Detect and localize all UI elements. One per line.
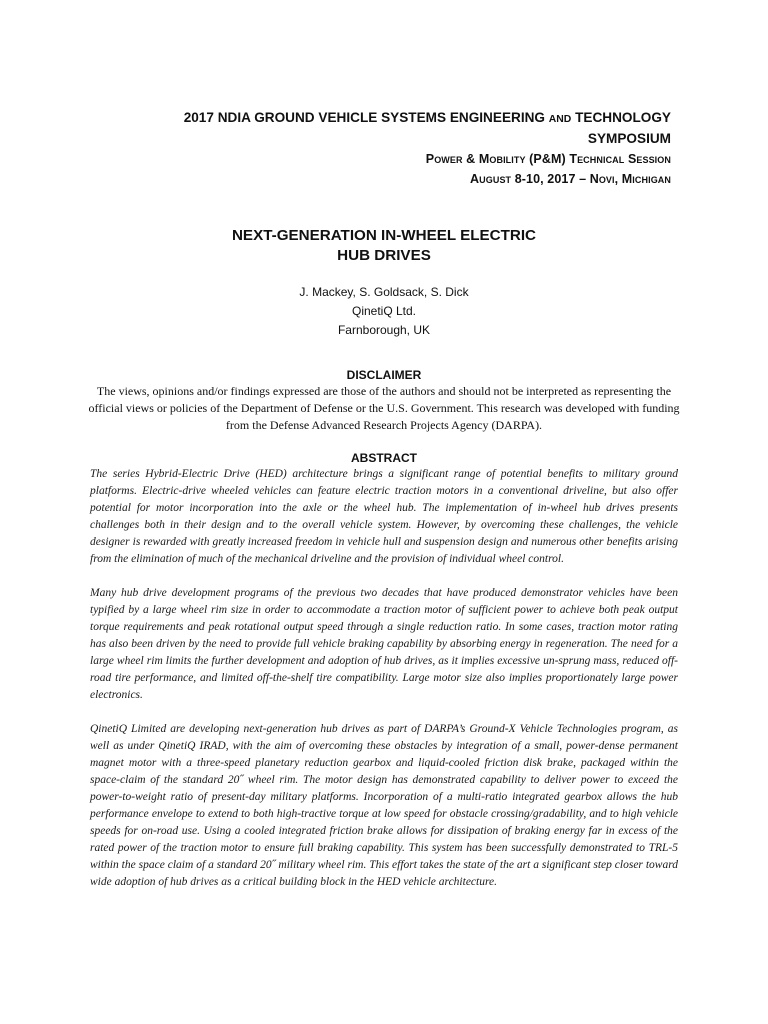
session-name: Power & Mobility (P&M) Technical Session bbox=[425, 152, 671, 166]
paper-title bbox=[120, 226, 648, 266]
abstract-heading: ABSTRACT bbox=[351, 451, 417, 465]
abstract-paragraph: The series Hybrid-Electric Drive (HED) architecture brings a significant range of potential benefits to military ground platforms. Electric-drive wheeled vehicles can feature electric traction motors in a conventional driveline, but also offer potential for motor incorporation into the axle or the wheel hub. The implementation of in-wheel hub drives presents challenges both in their design and to the overall vehicle system. However, by overcoming these challenges, the vehicle designer is rewarded with greatly increased freedom in vehicle hull and suspension design and numerous other benefits arising from the elimination of much of the mechanical driveline and the provision of individual wheel control. bbox=[90, 468, 678, 565]
conference-name-line1 bbox=[71, 108, 671, 129]
author-location: Farnborough, UK bbox=[337, 323, 431, 337]
abstract-body bbox=[90, 466, 678, 908]
author-block bbox=[184, 283, 584, 340]
abstract-paragraph: QinetiQ Limited are developing next-generation hub drives as part of DARPA’s Ground-X Vehicle Technologies program, as well as under QinetiQ IRAD, with the aim of overcoming these obstacles by integration of a small, power-dense permanent magnet motor with a three-speed planetary reduction gearbox and liquid-cooled friction disk brake, packaged within the space-claim of the standard 20˝ wheel rim. The motor design has demonstrated capability to deliver power to exceed the power-to-weight ratio of present-day military platforms. Incorporation of a multi-ratio integrated gearbox allows the hub performance envelope to extend to both high-tractive torque at low speed for obstacle crossing/gradability, and to high vehicle speeds for on-road use. Using a cooled integrated friction brake allows for dissipation of braking energy far in excess of the rated power of the traction motor to ensure full braking capability. This system has been successfully demonstrated to TRL-5 within the space claim of a standard 20˝ military wheel rim. This effort takes the state of the art a significant step closer toward wide adoption of hub drives as a critical building block in the HED vehicle architecture. bbox=[90, 723, 678, 888]
conference-name-line2: SYMPOSIUM bbox=[587, 131, 671, 146]
paper-title-line2: HUB DRIVES bbox=[337, 247, 431, 264]
date-location: August 8-10, 2017 – Novi, Michigan bbox=[470, 172, 671, 186]
author-names: J. Mackey, S. Goldsack, S. Dick bbox=[299, 285, 469, 299]
conference-header bbox=[71, 108, 671, 189]
author-organization: QinetiQ Ltd. bbox=[351, 304, 417, 318]
conference-name-part1: 2017 NDIA GROUND VEHICLE SYSTEMS ENGINEERING bbox=[183, 110, 545, 125]
conference-name-and: AND bbox=[548, 114, 572, 125]
abstract-paragraph: Many hub drive development programs of the previous two decades that have produced demonstrator vehicles have been typified by a large wheel rim size in order to accommodate a traction motor of sufficient power to achieve both peak output torque requirements and peak rotational output speed through a single reduction ratio. In some cases, traction motor rating has also been driven by the need to provide full vehicle braking capability by absorbing energy in regeneration. The need for a large wheel rim limits the further development and adoption of hub drives, as it implies excessive un-sprung mass, reduced off-road tire performance, and limited off-the-shelf tire compatibility. Large motor size also implies proportionately large power electronics. bbox=[90, 587, 678, 701]
disclaimer-heading: DISCLAIMER bbox=[346, 368, 422, 382]
conference-name-part2: TECHNOLOGY bbox=[575, 110, 671, 125]
paper-title-line1: NEXT-GENERATION IN-WHEEL ELECTRIC bbox=[231, 227, 537, 244]
disclaimer-text: The views, opinions and/or findings expressed are those of the authors and should not be interpreted as representing the official views or policies of the Department of Defense or the U.S. Government. This research was developed with funding from the Defense Advanced Research Projects Agency (DARPA). bbox=[88, 384, 680, 432]
